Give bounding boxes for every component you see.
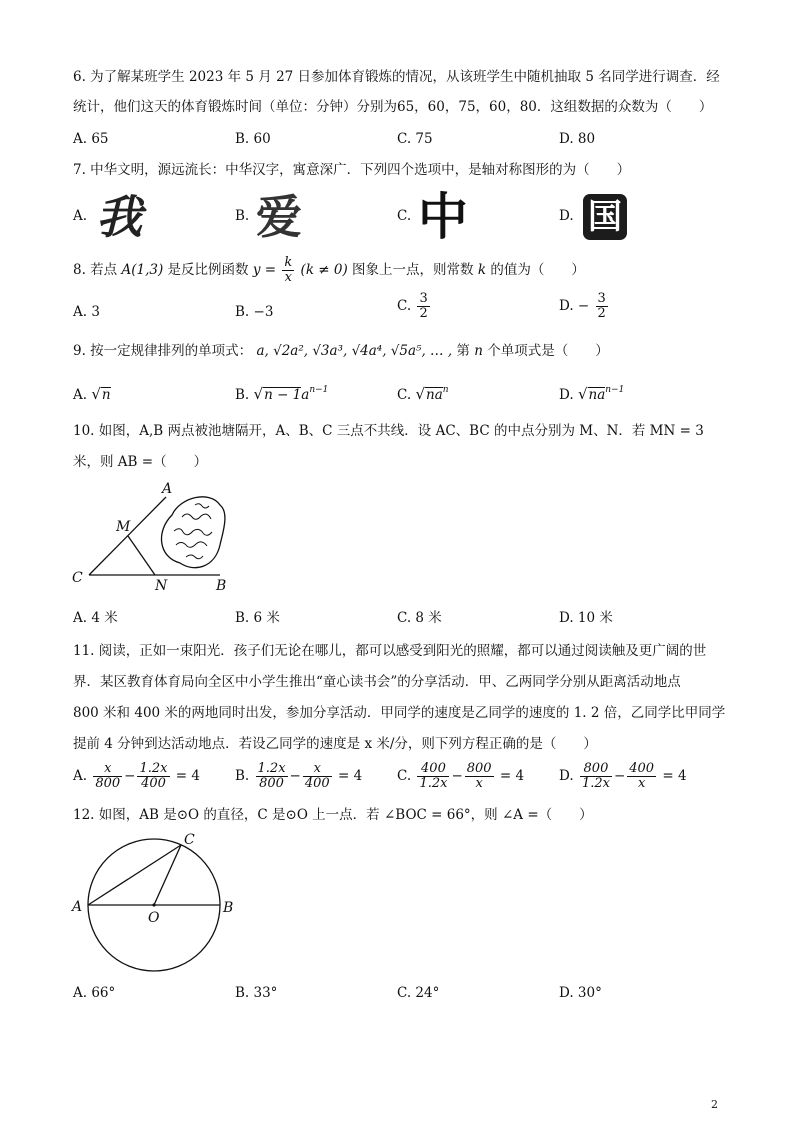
q8-k: k <box>477 262 487 278</box>
q8-option-d-numerator: 3 <box>597 291 606 306</box>
q9-option-d-radicand: na <box>588 387 606 403</box>
q12-option-d: D. 30° <box>559 985 602 1001</box>
q9-option-b-exponent: n−1 <box>309 385 329 395</box>
q11-option-c-den2: x <box>475 776 483 791</box>
page-number: 2 <box>711 1098 718 1111</box>
q8-function-denominator: x <box>284 270 292 285</box>
q9-option-a: A. √n <box>73 385 111 403</box>
q8-option-c-numerator: 3 <box>419 291 428 306</box>
q9-end: 个单项式是（ ） <box>487 343 609 359</box>
q12-figure <box>60 825 260 990</box>
q11-option-d-num1: 800 <box>580 762 612 777</box>
q11-option-b-rhs: = 4 <box>337 768 363 784</box>
q9-option-c-radicand: na <box>426 387 443 403</box>
q8-option-a: A. 3 <box>73 304 100 320</box>
q11-option-a: A. $\frac{x}{800}$ − $\frac{1.2x}{400}$ = 4 <box>73 761 200 791</box>
q11-option-a-label: A. <box>73 768 88 784</box>
q9-option-c: C. $√na^n$ <box>397 385 449 403</box>
q10-label-m: M <box>116 519 131 535</box>
q12-label-o: O <box>148 910 160 926</box>
q9-option-d-exponent: n−1 <box>605 385 625 395</box>
q8-end: 的值为（ ） <box>490 262 585 278</box>
q10-option-c: C. 8 米 <box>397 610 442 626</box>
q6-option-c: C. 75 <box>397 131 433 147</box>
q10-stem-line2: 米，则 AB =（ ） <box>73 454 208 470</box>
q11-option-d-label: D. <box>559 768 574 784</box>
q11-option-a-rhs: = 4 <box>175 768 200 784</box>
q11-option-c-num1: 400 <box>417 762 449 777</box>
q8-option-d-denominator: 2 <box>597 306 606 321</box>
q11-option-b-num2: x <box>303 762 332 777</box>
q9-option-c-exponent: n <box>442 385 449 395</box>
q9-option-c-label: C. <box>397 387 412 403</box>
q10-label-n: N <box>155 578 168 594</box>
q9-option-d-label: D. <box>559 387 574 403</box>
q10-option-b: B. 6 米 <box>235 610 280 626</box>
q7-option-c-character: 中 <box>418 188 468 246</box>
q6-option-b: B. 60 <box>235 131 271 147</box>
q11-stem-line2: 界．某区教育体育局向全区中小学生推出“童心读书会”的分享活动．甲、乙两同学分别从距离活动地点 <box>73 674 681 690</box>
q11-option-b-den2: 400 <box>304 776 330 791</box>
q8-prefix: 8. 若点 <box>73 262 118 278</box>
q11-option-c-den1: 1.2x <box>419 776 448 791</box>
q8-option-c <box>397 292 432 321</box>
q11-option-a-num1: x <box>93 762 122 777</box>
q7-option-b-character: 爱 <box>256 190 302 244</box>
q10-pond-ripple-1 <box>182 514 211 519</box>
q11-option-d-rhs: = 4 <box>662 768 687 784</box>
q12-stem: 12. 如图，AB 是⊙O 的直径，C 是⊙O 上一点．若 ∠BOC = 66°，则 ∠A =（ ） <box>73 807 593 823</box>
q11-stem-line4: 提前 4 分钟到达活动地点．若设乙同学的速度是 x 米/分，则下列方程正确的是（ ） <box>73 736 597 752</box>
q9-n: n <box>474 343 483 359</box>
q10-segment-mn <box>128 536 155 575</box>
q9-option-d: D. $√na^{n-1}$ <box>559 385 625 403</box>
q6-stem-line1: 6. 为了解某班学生 2023 年 5 月 27 日参加体育锻炼的情况，从该班学生中随机抽取 5 名同学进行调查．经 <box>73 69 720 85</box>
q11-option-c-label: C. <box>397 768 412 784</box>
q7-option-d-badge <box>583 194 627 240</box>
q8-option-d-label: D. − <box>559 298 590 314</box>
q11-option-c: C. $\frac{400}{1.2x}$ − $\frac{800}{x}$ = 4 <box>397 761 525 791</box>
q8-function-numerator: k <box>284 255 293 270</box>
q10-stem-line1: 10. 如图，A,B 两点被池塘隔开，A、B、C 三点不共线．设 AC、BC 的中点分别为 M、N．若 MN = 3 <box>73 423 704 439</box>
q8-option-d-fraction <box>596 292 608 321</box>
q7-option-d-label: D. <box>559 208 574 224</box>
q11-stem-line3: 800 米和 400 米的两地同时出发，参加分享活动．甲同学的速度是乙同学的速度的 1. 2 倍，乙同学比甲同学 <box>73 705 726 721</box>
q8-option-c-label: C. <box>397 298 412 314</box>
q10-pond-ripple-3 <box>176 542 207 547</box>
q8-suffix: 图象上一点，则常数 <box>352 262 474 278</box>
q11-option-c-num2: 800 <box>466 761 492 776</box>
q12-option-c: C. 24° <box>397 985 440 1001</box>
q11-option-d: D. $\frac{800}{1.2x}$ − $\frac{400}{x}$ = 4 <box>559 761 687 791</box>
q7-option-b-label: B. <box>235 208 250 224</box>
q8-option-c-fraction <box>417 292 429 321</box>
q10-pond-ripple-5 <box>195 504 209 508</box>
q11-option-d-den1: 1.2x <box>581 776 610 791</box>
q9-option-b-tail: a <box>301 387 310 403</box>
q9-stem <box>73 342 609 360</box>
q12-option-a: A. 66° <box>73 985 116 1001</box>
q11-option-c-rhs: = 4 <box>499 768 525 784</box>
q8-option-b: B. −3 <box>235 304 274 320</box>
q12-label-c: C <box>184 832 195 848</box>
q9-sequence: a, √2a², √3a³, √4a⁴, √5a⁵, … , <box>256 343 453 359</box>
q12-center-dot <box>152 903 155 906</box>
q11-stem-line1: 11. 阅读，正如一束阳光．孩子们无论在哪儿，都可以感受到阳光的照耀，都可以通过阅读触及更广阔的世 <box>73 643 707 659</box>
q9-prefix: 9. 按一定规律排列的单项式： <box>73 343 253 359</box>
q10-option-a: A. 4 米 <box>73 610 118 626</box>
q8-option-d <box>559 292 610 321</box>
q9-mid: 第 <box>456 343 470 359</box>
q10-label-c: C <box>72 570 83 586</box>
q10-segment-ca <box>89 497 166 575</box>
q11-option-a-den1: 800 <box>95 776 121 791</box>
q9-option-a-radicand: n <box>101 387 111 403</box>
q9-option-b-radicand: n − 1 <box>264 387 302 403</box>
q6-stem-line2: 统计，他们这天的体育锻炼时间（单位：分钟）分别为65，60，75，60，80．这组数据的众数为（ ） <box>73 99 713 115</box>
q10-pond-ripple-4 <box>186 555 203 559</box>
q8-point: A(1,3) <box>121 262 164 278</box>
q8-stem <box>73 256 585 285</box>
q10-option-d: D. 10 米 <box>559 610 613 626</box>
q10-pond-ripple-2 <box>174 529 212 536</box>
q11-option-b: B. $\frac{1.2x}{800}$ − $\frac{x}{400}$ = 4 <box>235 761 363 791</box>
q12-label-a: A <box>72 899 83 915</box>
q10-label-b: B <box>216 578 227 594</box>
q10-figure <box>60 475 260 600</box>
q9-option-b-label: B. <box>235 387 250 403</box>
q7-option-a-label: A. <box>73 208 88 224</box>
q9-option-a-label: A. <box>73 387 88 403</box>
q7-option-c-label: C. <box>397 208 412 224</box>
q11-option-b-num1: 1.2x <box>257 761 286 776</box>
q9-option-b: B. $√n - 1a^{n-1}$ <box>235 385 329 403</box>
q11-option-d-den2: x <box>638 776 646 791</box>
q11-option-b-den1: 800 <box>259 776 284 791</box>
q12-label-b: B <box>223 900 234 916</box>
q6-option-a: A. 65 <box>73 131 109 147</box>
q11-option-a-num2: 1.2x <box>139 761 168 776</box>
q11-option-b-label: B. <box>235 768 250 784</box>
q8-function-fraction <box>282 256 294 285</box>
q8-function-lhs: y = <box>252 262 277 278</box>
q7-option-d-character: 国 <box>588 197 622 237</box>
q10-pond-outline <box>162 497 225 568</box>
q12-option-b: B. 33° <box>235 985 278 1001</box>
q7-option-a-character: 我 <box>96 190 142 244</box>
q8-option-c-denominator: 2 <box>419 306 428 321</box>
q11-option-a-den2: 400 <box>141 776 166 791</box>
q8-mid: 是反比例函数 <box>167 262 249 278</box>
q11-option-d-num2: 400 <box>629 761 655 776</box>
q7-stem: 7. 中华文明，源远流长：中华汉字，寓意深广．下列四个选项中，是轴对称图形的为（ ） <box>73 162 631 178</box>
q8-condition: (k ≠ 0) <box>300 262 348 278</box>
q6-option-d: D. 80 <box>559 131 596 147</box>
q10-label-a: A <box>162 481 173 497</box>
